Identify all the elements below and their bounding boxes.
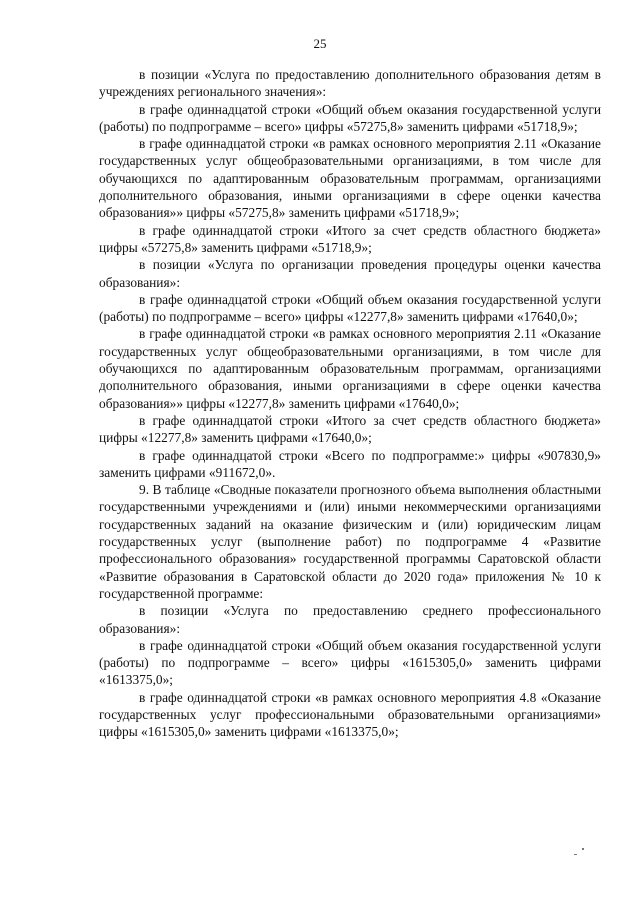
paragraph-9: в графе одиннадцатой строки «Всего по подпрограмме:» цифры «907830,9» заменить цифрами «911672,0». (99, 447, 601, 480)
page-number: 25 (313, 36, 327, 51)
scan-speck (582, 848, 584, 850)
document-body (99, 66, 601, 741)
paragraph-11: в позиции «Услуга по предоставлению среднего профессионального образования»: (99, 603, 601, 636)
paragraph-13: в графе одиннадцатой строки «в рамках основного мероприятия 4.8 «Оказание государственных услуг профессиональными образовательными организациями» цифры «1615305,0» заменить цифрами «1613375,0»; (99, 689, 601, 740)
paragraph-1: в позиции «Услуга по предоставлению дополнительного образования детям в учреждениях регионального значения»: (99, 67, 601, 100)
paragraph-4: в графе одиннадцатой строки «Итого за счет средств областного бюджета» цифры «57275,8» заменить цифрами «51718,9»; (99, 222, 601, 255)
paragraph-7: в графе одиннадцатой строки «в рамках основного мероприятия 2.11 «Оказание государственных услуг общеобразовательными организациями, в том числе для обучающихся по адаптированным образовательным программам, организациями дополнительного образования, иными организациями в сфере оценки качества образования»» цифры «12277,8» заменить цифрами «17640,0»; (99, 326, 601, 411)
paragraph-6: в графе одиннадцатой строки «Общий объем оказания государственной услуги (работы) по подпрограмме – всего» цифры «12277,8» заменить цифрами «17640,0»; (99, 291, 601, 325)
paragraph-8: в графе одиннадцатой строки «Итого за счет средств областного бюджета» цифры «12277,8» заменить цифрами «17640,0»; (99, 412, 601, 446)
paragraph-10: 9. В таблице «Сводные показатели прогнозного объема выполнения областными государственными учреждениями и (или) иными некоммерческими организациями государственных заданий на оказание физическим и (или) юридическим лицам государственных услуг (выполнение работ) по подпрограмме 4 «Развитие профессионального образования» государственной программы Саратовской области «Развитие образования в Саратовской области до 2020 года» приложения № 10 к государственной программе: (99, 482, 601, 601)
paragraph-5: в позиции «Услуга по организации проведения процедуры оценки качества образования»: (99, 257, 601, 290)
scan-speck (574, 854, 577, 855)
paragraph-12: в графе одиннадцатой строки «Общий объем оказания государственной услуги (работы) по подпрограмме – всего» цифры «1615305,0» заменить цифрами «1613375,0»; (99, 637, 601, 688)
paragraph-3: в графе одиннадцатой строки «в рамках основного мероприятия 2.11 «Оказание государственных услуг общеобразовательными организациями, в том числе для обучающихся по адаптированным образовательным программам, организациями дополнительного образования, иными организациями в сфере оценки качества образования»» цифры «57275,8» заменить цифрами «51718,9»; (99, 136, 601, 221)
paragraph-2: в графе одиннадцатой строки «Общий объем оказания государственной услуги (работы) по подпрограмме – всего» цифры «57275,8» заменить цифрами «51718,9»; (99, 101, 601, 134)
